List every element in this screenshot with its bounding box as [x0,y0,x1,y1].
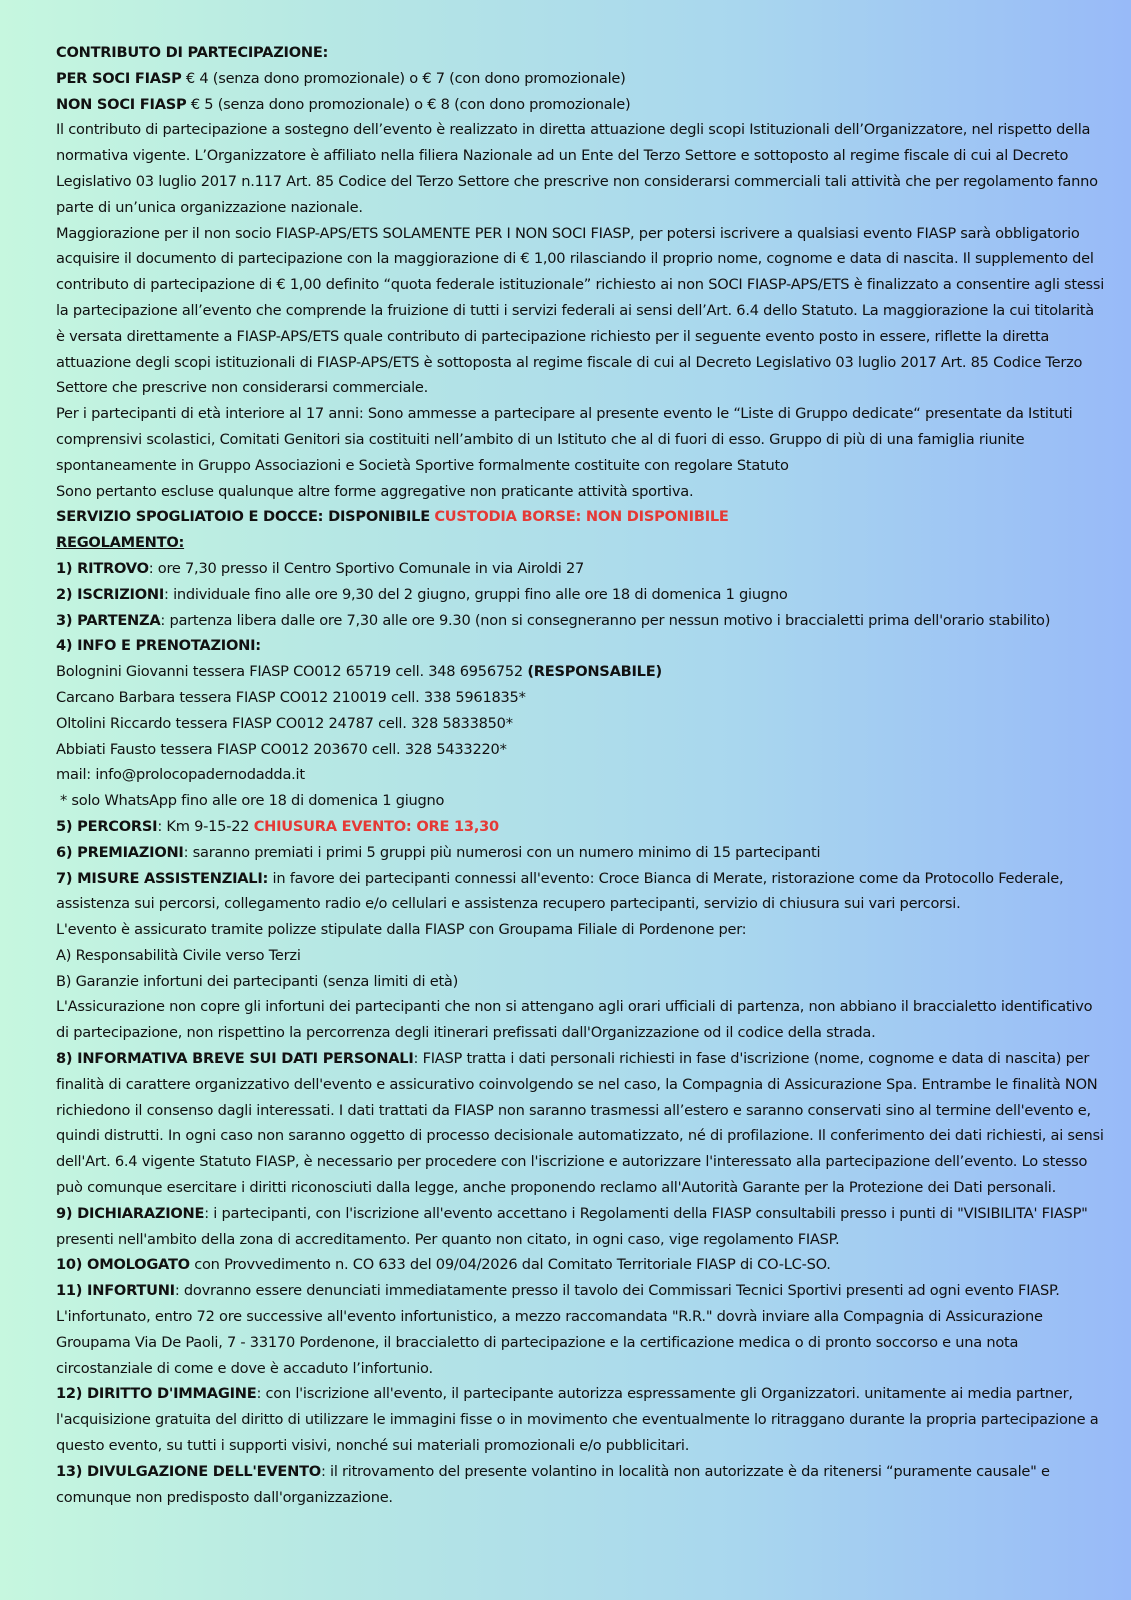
rule-text: : partenza libera dalle ore 7,30 alle ore 9.30 (non si consegneranno per nessun motivo i braccialetti prima dell'orario stabilito) [160,611,1051,629]
contact-text: Bolognini Giovanni tessera FIASP CO012 65719 cell. 348 6956752 [56,663,528,681]
rule-partenza [56,608,1106,634]
rule-label: 13) DIVULGAZIONE DELL'EVENTO [56,1462,321,1480]
rule-text: : ore 7,30 presso il Centro Sportivo Comunale in via Airoldi 27 [148,559,585,577]
contact-line [56,659,1106,685]
closing-time: CHIUSURA EVENTO: ORE 13,30 [253,817,499,835]
contributo-paragraph-2: Maggiorazione per il non socio FIASP-APS/ETS SOLAMENTE PER I NON SOCI FIASP, per potersi iscrivere a qualsiasi evento FIASP sarà obbligatorio acquisire il documento di partecipazione con la maggiorazione di € 1,00 rilasciando il proprio nome, cognome e data di nascita. Il supplemento del contributo di partecipazione di € 1,00 definito “quota federale istituzionale” richiesto ai non SOCI FIASP-APS/ETS è finalizzato a consentire agli stessi la partecipazione all’evento che comprende la fruizione di tutti i servizi federali ai sensi dell’Art. 6.4 dello Statuto. La maggiorazione la cui titolarità è versata direttamente a FIASP-APS/ETS quale contributo di partecipazione richiesto per il seguente evento posto in essere, riflette la diretta attuazione degli scopi istituzionali di FIASP-APS/ETS è sottoposta al regime fiscale di cui al Decreto Legislativo 03 luglio 2017 Art. 85 Codice Terzo Settore che prescrive non considerarsi commerciale. [56,224,1105,397]
nonsoci-label: NON SOCI FIASP [56,95,187,113]
rule-label: 1) RITROVO [56,559,149,577]
rule-text: : individuale fino alle ore 9,30 del 2 giugno, gruppi fino alle ore 18 di domenica 1 giugno [164,585,788,603]
custodia-status: CUSTODIA BORSE: NON DISPONIBILE [434,508,729,526]
rule-label: 12) DIRITTO D'IMMAGINE [56,1385,257,1403]
rule-text: : i partecipanti, con l'iscrizione all'evento accettano i Regolamenti della FIASP consultabili presso i punti di "VISIBILITA' FIASP" presenti nell'ambito della zona di accreditamento. Per quanto non citato, in ogni caso, vige regolamento FIASP. [56,1204,1088,1248]
rule-label: 2) ISCRIZIONI [56,585,165,603]
contributo-paragraph-4: Sono pertanto escluse qualunque altre forme aggregative non praticante attività sportiva. [56,482,694,500]
rule-divulgazione [56,1459,1106,1511]
rule-omologato [56,1252,1106,1278]
rule-label: 11) INFORTUNI [56,1282,175,1300]
contact-line: Oltolini Riccardo tessera FIASP CO012 24787 cell. 328 5833850* [56,714,513,732]
rule-text: : saranno premiati i primi 5 gruppi più numerosi con un numero minimo di 15 partecipanti [183,843,821,861]
rule-premiazioni [56,840,1106,866]
rule-label: 5) PERCORSI [56,817,158,835]
rule-misure [56,866,1106,918]
flyer-document [56,40,1106,1510]
regolamento-title: REGOLAMENTO: [56,534,185,552]
contact-role: (RESPONSABILE) [527,663,662,681]
regolamento-title-line [56,530,1106,556]
servizi-line [56,504,1106,530]
contributo-paragraph-3: Per i partecipanti di età interiore al 17 anni: Sono ammesse a partecipare al presente evento le “Liste di Gruppo dedicate“ presentate da Istituti comprensivi scolastici, Comitati Genitori sia costituiti nell’ambito di un Istituto che al di fuori di esso. Gruppo di più di una famiglia riunite spontaneamente in Gruppo Associazioni e Società Sportive formalmente costituite con regolare Statuto [56,405,1073,474]
rule-label: 7) MISURE ASSISTENZIALI: [56,869,269,887]
contact-line: Abbiati Fausto tessera FIASP CO012 203670 cell. 328 5433220* [56,740,507,758]
rule-percorsi [56,814,1106,840]
whatsapp-note: * solo WhatsApp fino alle ore 18 di domenica 1 giugno [60,792,445,810]
rule-infortuni [56,1278,1106,1381]
rule-text: : con l'iscrizione all'evento, il partecipante autorizza espressamente gli Organizzatori. unitamente ai media partner, l'acquisizione gratuita del diritto di utilizzare le immagini fisse o in movimento che eventualmente lo ritraggano durante la propria partecipazione a questo evento, su tutti i supporti visivi, nonché sui materiali promozionali e/o pubblicitari. [56,1385,1099,1455]
rule-label: 10) OMOLOGATO [56,1256,190,1274]
rule-text: in favore dei partecipanti connessi all'evento: Croce Bianca di Merate, ristorazione come da Protocollo Federale, assistenza sui percorsi, collegamento radio e/o cellulari e assistenza recupero partecipanti, servizio di chiusura sui vari percorsi. [56,869,1064,913]
rule-label: 4) INFO E PRENOTAZIONI: [56,637,261,655]
rule-label: 3) PARTENZA [56,611,161,629]
rule-label: 9) DICHIARAZIONE [56,1204,205,1222]
insurance-intro: L'evento è assicurato tramite polizze stipulate dalla FIASP con Groupama Filiale di Pordenone per: [56,921,747,939]
contributo-title: CONTRIBUTO DI PARTECIPAZIONE: [56,44,329,61]
contact-line: Carcano Barbara tessera FIASP CO012 210019 cell. 338 5961835* [56,688,526,706]
rule-info [56,633,1106,659]
nonsoci-price-line [56,92,1106,118]
rule-diritto-immagine [56,1381,1106,1458]
rule-ritrovo [56,556,1106,582]
soci-price-text: € 4 (senza dono promozionale) o € 7 (con dono promozionale) [181,69,626,87]
nonsoci-price-text: € 5 (senza dono promozionale) o € 8 (con dono promozionale) [186,95,631,113]
rule-label: 8) INFORMATIVA BREVE SUI DATI PERSONALI [56,1050,414,1068]
rule-dichiarazione [56,1201,1106,1253]
rule-text: : Km 9-15-22 [157,817,254,835]
rule-text: : dovranno essere denunciati immediatamente presso il tavolo dei Commissari Tecnici Sportivi presenti ad ogni evento FIASP. L'infortunato, entro 72 ore successive all'evento infortunistico, a mezzo raccomandata "R.R." dovrà inviare alla Compagnia di Assicurazione Groupama Via De Paoli, 7 - 33170 Pordenone, il braccialetto di partecipazione e la certificazione medica o di pronto soccorso e una nota circostanziale di come e dove è accaduto l’infortunio. [56,1282,1060,1377]
rule-text: : il ritrovamento del presente volantino in località non autorizzate è da ritenersi “puramente causale" e comunque non predisposto dall'organizzazione. [56,1462,1050,1506]
rule-iscrizioni [56,582,1106,608]
soci-label: PER SOCI FIASP [56,69,182,87]
rule-text: : FIASP tratta i dati personali richiesti in fase d'iscrizione (nome, cognome e data di nascita) per finalità di carattere organizzativo dell'evento e assicurativo coinvolgendo se nel caso, la Compagnia di Assicurazione Spa. Entrambe le finalità NON richiedono il consenso dagli interessati. I dati trattati da FIASP non saranno trasmessi all’estero e saranno conservati sino al termine dell'evento e, quindi distrutti. In ogni caso non saranno oggetto di processo decisionale automatizzato, né di profilazione. Il conferimento dei dati richiesti, ai sensi dell'Art. 6.4 vigente Statuto FIASP, è necessario per procedere con l'iscrizione e autorizzare l'interessato alla partecipazione dell’evento. Lo stesso può comunque esercitare i diritti riconosciuti dalla legge, anche proponendo reclamo all'Autorità Garante per la Protezione dei Dati personali. [56,1050,1104,1197]
spogliatoio-status: SERVIZIO SPOGLIATOIO E DOCCE: DISPONIBILE [56,508,430,526]
contact-mail: mail: info@prolocopadernodadda.it [56,766,305,784]
contributo-section [56,40,1106,66]
insurance-note: L'Assicurazione non copre gli infortuni dei partecipanti che non si attengano agli orari ufficiali di partenza, non abbiano il braccialetto identificativo di partecipazione, non rispettino la percorrenza degli itinerari prefissati dall'Organizzazione od il codice della strada. [56,998,1093,1042]
rule-text: con Provvedimento n. CO 633 del 09/04/2026 dal Comitato Territoriale FIASP di CO-LC-SO. [189,1256,831,1274]
contributo-paragraph-1: Il contributo di partecipazione a sostegno dell’evento è realizzato in diretta attuazione degli scopi Istituzionali dell’Organizzatore, nel rispetto della normativa vigente. L’Organizzatore è affiliato nella filiera Nazionale ad un Ente del Terzo Settore e sottoposto al regime fiscale di cui al Decreto Legislativo 03 luglio 2017 n.117 Art. 85 Codice del Terzo Settore che prescrive non considerarsi commerciali tali attività che per regolamento fanno parte di un’unica organizzazione nazionale. [56,121,1098,216]
soci-price-line [56,66,1106,92]
rule-informativa [56,1046,1106,1201]
insurance-item: A) Responsabilità Civile verso Terzi [56,946,301,964]
insurance-item: B) Garanzie infortuni dei partecipanti (senza limiti di età) [56,972,459,990]
rule-label: 6) PREMIAZIONI [56,843,184,861]
